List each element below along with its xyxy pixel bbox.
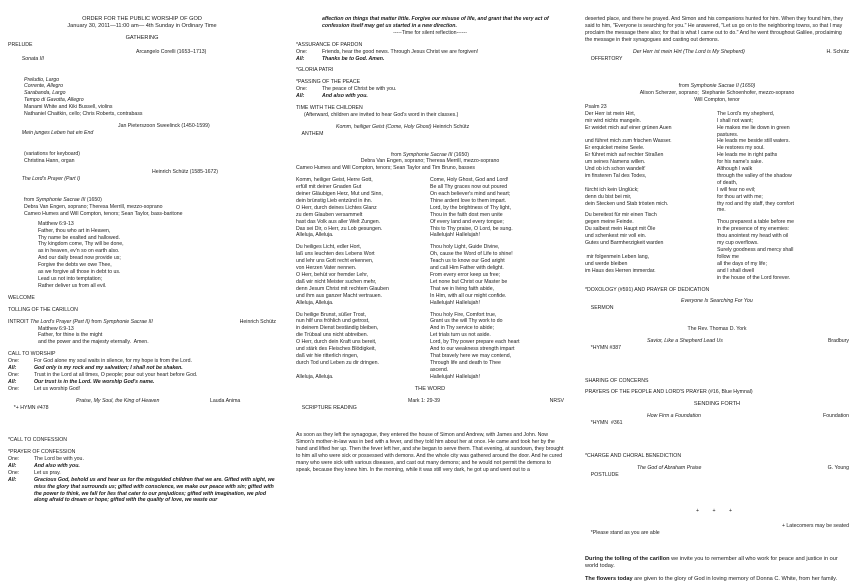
hymn-title: Praise, My Soul, the King of Heaven xyxy=(76,397,160,404)
speaker: One: xyxy=(8,358,20,365)
offertory-label: OFFERTORY xyxy=(590,55,623,62)
verse-line: and call Him Father with delight. xyxy=(430,265,504,272)
verse-line: follow me xyxy=(717,253,739,260)
verse-line: dein Stecken und Stab trösten mich. xyxy=(585,200,669,207)
verse-line: zu dem Glauben versammelt xyxy=(296,211,363,218)
hymn-tune: Bradbury xyxy=(827,337,849,344)
verse-line: deiner Gläubigen Herz, Mut und Sinn, xyxy=(296,191,383,198)
hymn-387-row xyxy=(585,338,849,373)
offertory-from xyxy=(585,83,849,90)
text-line: Thy name be exalted and hallowed. xyxy=(38,234,120,241)
from-prefix: from xyxy=(391,151,403,158)
verse-line: um seines Namens willen. xyxy=(585,159,646,166)
verse-line: und ihm aus ganzer Macht vertrauen. xyxy=(296,292,382,299)
introit-title: The Lord's Prayer (Part II) xyxy=(30,318,90,325)
introit-row xyxy=(8,319,276,326)
speaker: All: xyxy=(8,365,17,372)
verse-line: Alleluja, Alleluja. xyxy=(296,373,334,380)
verse-line: Hallelujah! Hallelujah! xyxy=(430,299,480,306)
postlude-label: POSTLUDE xyxy=(590,471,619,478)
verse-line: Hallelujah! Hallelujah! xyxy=(430,232,480,239)
text-line: And our daily bread now provide us; xyxy=(38,255,121,262)
from-work: Symphonie Sacrae III xyxy=(35,197,86,204)
verse-line: Du heilige Brunst, süßer Trost, xyxy=(296,311,367,318)
litany-line xyxy=(8,358,276,365)
verse-line: Let none but Christ our Master be xyxy=(430,278,508,285)
reading-row xyxy=(296,398,564,433)
speaker: One: xyxy=(8,469,20,476)
speaker: All: xyxy=(8,476,17,483)
verse-line: through the valley of the shadow xyxy=(717,172,792,179)
verse-line: in deinem Dienst beständig bleiben, xyxy=(296,325,379,332)
verse-line: Thou holy Fire, Comfort true, xyxy=(430,311,497,318)
verse-line: hast das Volk aus aller Welt Zungen. xyxy=(296,218,381,225)
prayer-of-confession-heading: *PRAYER OF CONFESSION xyxy=(8,449,76,456)
anthem-title: Komm, heiliger Geist (Come, Holy Ghost) xyxy=(336,123,432,130)
flowers-note-lead: The flowers today xyxy=(585,575,633,582)
verse-line: thou anointest my head with oil xyxy=(717,233,789,240)
tolling-heading: TOLLING OF THE CARILLON xyxy=(8,306,78,313)
performer: Debra Van Engen, soprano; Theresa Merrill, mezzo-soprano xyxy=(24,203,163,210)
gloria-patri: *GLORIA PATRI xyxy=(296,67,334,74)
verse-line: Grant us the will Thy work to do xyxy=(430,318,503,325)
verse-line: Gutes und Barmherzigkeit warden xyxy=(585,240,664,247)
welcome-heading: WELCOME xyxy=(8,294,35,301)
english-text xyxy=(430,177,564,380)
verse-line: und führet mich zum frischen Wasser. xyxy=(585,138,672,145)
flowers-note xyxy=(585,576,849,583)
tolling-note xyxy=(585,556,849,571)
performer: Nathaniel Chaitkin, cello; Chris Roberts, contrabass xyxy=(24,111,143,118)
lords-from xyxy=(24,197,276,204)
verse-line: Alleluja, Alleluja. xyxy=(296,299,334,306)
verse-line: my cup overflows. xyxy=(717,240,759,247)
performer: Will Compton, tenor xyxy=(694,96,740,103)
from-suffix: (1650) xyxy=(85,197,102,204)
litany-text: Our trust is in the Lord. We worship God's name. xyxy=(34,378,155,385)
verse-line xyxy=(585,180,717,187)
verse-line: In Him, with all our might confide. xyxy=(430,292,507,299)
verse-line: denn du bist bei mir, xyxy=(585,193,632,200)
anthem-text xyxy=(296,177,564,380)
verse-line: Thine ardent love to them impart. xyxy=(430,197,507,204)
speaker: One: xyxy=(296,48,308,55)
verse-line: And in Thy service to abide; xyxy=(430,325,494,332)
offertory-title: Der Herr ist mein Hirt (The Lord is My Shepherd) xyxy=(633,48,745,55)
verse-line: daß wir hie ritterlich ringen, xyxy=(296,352,359,359)
flowers-note-text: are given to the glory of God in loving memory of Donna C. White, from her family. xyxy=(632,575,838,582)
introit-from: from xyxy=(89,318,104,325)
german-text xyxy=(585,111,717,282)
speaker: One: xyxy=(8,456,20,463)
verse-line: of death, xyxy=(717,179,738,186)
preacher: The Rev. Thomas D. York xyxy=(687,326,747,333)
verse-line: On each believer's mind and heart; xyxy=(430,191,511,198)
postlude-composer: G. Young xyxy=(827,464,849,471)
verse-line: Du salbest mein Haupt mit Öle xyxy=(585,226,656,233)
verse-line: He leads me beside still waters. xyxy=(717,138,790,145)
litany-text: Thanks be to God. Amen. xyxy=(322,55,385,62)
verse-line: denn Jesum Christ mit rechtem Glauben xyxy=(296,285,389,292)
speaker: All: xyxy=(296,93,305,100)
verse-line: Du bereitest für mir einen Tisch xyxy=(585,212,657,219)
speaker: One: xyxy=(8,385,20,392)
verse-line: Let trials turn us not aside. xyxy=(430,332,491,339)
section-sending-forth: SENDING FORTH xyxy=(693,401,741,408)
lords-title: The Lord's Prayer (Part I) xyxy=(21,176,81,183)
litany-text: The Lord be with you. xyxy=(34,456,84,463)
offertory-composer: H. Schütz xyxy=(826,48,849,55)
verse-line: mir folgenmein Leben lang, xyxy=(585,253,650,260)
text-line: Thy kingdom come, Thy will be done, xyxy=(38,241,124,248)
text-line: Father, for thine is the might xyxy=(38,332,103,339)
verse-line: And to our weakness strength impart xyxy=(430,346,515,353)
litany-line xyxy=(8,372,276,379)
verse-line: pastures. xyxy=(717,131,739,138)
text-line: Lead us not into temptation; xyxy=(38,276,103,282)
mein-title: Mein junges Leben hat ein End xyxy=(21,129,94,136)
verse-line: That bravely here we may contend, xyxy=(430,352,512,359)
litany-line xyxy=(296,93,564,100)
anthem-composer: Heinrich Schütz xyxy=(431,123,470,130)
verse-line: Du heiliges Licht, edler Hort, xyxy=(296,244,362,251)
verse-line: Alleluja, Alleluja. xyxy=(296,232,334,239)
mein-note: (variations for keyboard) xyxy=(24,150,80,157)
movement: Corrente, Allegro xyxy=(24,83,64,90)
verse-line: From every error keep us free; xyxy=(430,272,501,278)
lords-text-block xyxy=(8,218,276,290)
hymn-title: How Firm a Foundation xyxy=(647,413,701,420)
offertory-row xyxy=(585,49,849,84)
call-to-confession: *CALL TO CONFESSION xyxy=(8,437,67,444)
verse-line: me. xyxy=(717,207,726,214)
verse-line: Surely goodness and mercy shall xyxy=(717,247,794,253)
introit-label: INTROIT xyxy=(8,318,31,325)
verse-line: Hallelujah! Hallelujah! xyxy=(430,373,480,380)
stand-note: *Please stand as you are able xyxy=(590,530,660,537)
column-right xyxy=(585,0,849,582)
verse-line: He leads me in right paths xyxy=(717,152,778,159)
verse-line: Er führet mich auf rechter Straßen xyxy=(585,152,664,159)
litany-line xyxy=(296,49,564,56)
verse-line: He restores my soul. xyxy=(717,145,765,152)
verse-line: Teach us to know our God aright xyxy=(430,258,505,265)
verse-line: That we in living faith abide, xyxy=(430,285,495,292)
verse-line: Be all Thy graces now out poured xyxy=(430,184,508,191)
verse-line: durch Tod und Leben zu dir dringen. xyxy=(296,359,379,366)
verse-line: O Herr, behüt vor fremder Lehr, xyxy=(296,272,369,278)
verse-line: O Herr, durch deines Lichtes Glanz xyxy=(296,204,377,211)
doxology: *DOXOLOGY (#591) AND PRAYER OF DEDICATION xyxy=(585,286,710,293)
litany-text: affection on things that matter little. Forgive our misuse of life, and grant that the very act of confession itself may get us started in a new direction. xyxy=(322,16,549,29)
verse-line: von Herzen Vater nennen. xyxy=(296,265,357,272)
verse-line: ascend. xyxy=(430,366,449,373)
litany-line xyxy=(8,456,276,463)
sermon-title: Everyone Is Searching For You xyxy=(681,298,753,305)
verse-line: Lord, by Thy power prepare each heart xyxy=(430,339,520,346)
movement: Preludio, Largo xyxy=(24,76,60,83)
litany-line xyxy=(8,477,276,505)
hymn-tune: Lauda Anima xyxy=(210,397,241,404)
movement: Tempo di Gavotta, Allegro xyxy=(24,97,84,104)
anthem-from xyxy=(296,152,564,159)
verse-line: fürcht ich kein Unglück; xyxy=(585,186,639,193)
tolling-note-lead: During the tolling of the carillon xyxy=(585,555,670,562)
verse-line: Thou preparest a table before me xyxy=(717,219,794,226)
confession-continued xyxy=(296,16,564,30)
sonata-row xyxy=(8,49,276,77)
section-the-word: THE WORD xyxy=(414,385,446,392)
verse-line: Komm, heiliger Geist, Herre Gott, xyxy=(296,177,373,184)
psalm-text xyxy=(585,111,849,282)
charge-benediction: *CHARGE AND CHORAL BENEDICTION xyxy=(585,452,682,459)
mein-composer: Jan Pieterszoon Sweelinck (1450-1599) xyxy=(118,122,210,129)
verse-line: Although I walk xyxy=(717,166,753,173)
column-left xyxy=(8,0,276,554)
verse-line: Come, Holy Ghost, God and Lord! xyxy=(430,177,509,184)
notes-row xyxy=(585,523,849,551)
from-work: Symphonie Sacrae III xyxy=(402,151,453,158)
verse-line: in the house of the Lord forever. xyxy=(717,274,791,281)
verse-line: und lehr uns Gott recht erkennen, xyxy=(296,258,374,265)
verse-line: gegen meine Feinde. xyxy=(585,219,634,226)
introit-composer: Heinrich Schütz xyxy=(239,318,276,325)
litany-line xyxy=(296,56,564,63)
prelude-heading: PRELUDE xyxy=(8,42,33,48)
hymn-label: *HYMN #361 xyxy=(590,420,623,427)
reading-ref: Mark 1: 29-39 xyxy=(408,397,441,404)
verse-line: I shall not want; xyxy=(717,117,754,124)
children-note: (Afterward, children are invited to hear God's word in their classes.) xyxy=(304,111,459,118)
verse-line: dein brünstig Lieb entzünd in ihn. xyxy=(296,197,373,204)
litany-text: And also with you. xyxy=(322,93,368,100)
from-prefix: from xyxy=(678,83,691,90)
sharing-of-concerns: SHARING OF CONCERNS xyxy=(585,377,649,384)
from-prefix: from xyxy=(24,197,36,204)
verse-line: Und ob ich schon wandelt' xyxy=(585,166,646,173)
verse-line: Oh, cause the Word of Life to shine! xyxy=(430,251,513,258)
verse-line: Thou in the faith dost men unite xyxy=(430,211,503,218)
speaker: One: xyxy=(296,86,308,93)
peace-heading: *PASSING OF THE PEACE xyxy=(296,79,361,86)
verse-line: Of every land and every tongue; xyxy=(430,218,504,225)
verse-line: und werde bleiben xyxy=(585,260,628,267)
litany-text: Let us worship God! xyxy=(34,385,81,392)
text-line: as we forgive all those in debt to us. xyxy=(38,269,121,276)
verse-line: laß uns leuchten des Lebens Wort xyxy=(296,251,375,258)
speaker: All: xyxy=(296,55,305,62)
performer: Cameo Humes and Will Compton, tenors; Sean Taylor, bass-baritone xyxy=(24,210,183,217)
litany-text: Trust in the Lord at all times, O people; pour out your heart before God. xyxy=(34,371,198,378)
hymn-tune: Foundation xyxy=(823,413,849,420)
verse-line: and I shall dwell xyxy=(717,267,754,274)
german-text xyxy=(296,177,430,380)
bulletin-title: ORDER FOR THE PUBLIC WORSHIP OF GOD xyxy=(82,16,202,22)
hymn-361-row xyxy=(585,413,849,448)
litany-text: For God alone my soul waits in silence, for my hope is from the Lord. xyxy=(34,358,192,365)
verse-line: und schenkest mir voll ein. xyxy=(585,233,647,240)
verse-line: in the presence of my enemies: xyxy=(717,226,790,233)
verse-line: for his name's sake. xyxy=(717,159,763,166)
reading-label: SCRIPTURE READING xyxy=(301,404,357,411)
verse-line: all the days of my life; xyxy=(717,260,767,267)
verse-line: Er erquicket meine Seele. xyxy=(585,145,645,152)
sermon-label: SERMON xyxy=(590,305,614,312)
from-suffix: (1650) xyxy=(452,151,469,158)
litany-line xyxy=(8,386,276,393)
hymn-label: *+ HYMN #478 xyxy=(13,404,49,411)
section-gathering: GATHERING xyxy=(125,35,159,41)
verse-line: erfüll mit deiner Gnaden Gut xyxy=(296,184,362,191)
verse-line: Der Herr ist mein Hirt, xyxy=(585,110,636,117)
mein-performer: Christina Hann, organ xyxy=(24,157,75,164)
verse-line: Lord, by the brightness of Thy light, xyxy=(430,204,511,211)
anthem-label: ANTHEM xyxy=(301,130,324,137)
reading-text: As soon as they left the synagogue, they entered the house of Simon and Andrew, with James and John. Now Simon's mother-in-law was in bed with a fever, and they told him about her at once. He came and took her by the hand and lifted her up. Then the fever left her, and she began to serve them. That evening, at sundown, they brought to him all who were sick or possessed with demons. And the whole city was gathered around the door. And he cured many who were sick with various diseases, and cast out many demons; and he would not permit the demons to speak, because they knew him. In the morning, while it was still very dark, he got up and went out to a xyxy=(296,432,564,473)
verse-line: for thou art with me; xyxy=(717,193,763,200)
verse-line: This to Thy praise, O Lord, be sung. xyxy=(430,225,513,232)
speaker: All: xyxy=(8,378,17,385)
litany-text: Friends, hear the good news. Through Jesus Christ we are forgiven! xyxy=(322,48,479,55)
mein-row xyxy=(8,123,276,151)
litany-text: And also with you. xyxy=(34,462,80,469)
performer: Debra Van Engen, soprano; Theresa Merrill, mezzo-soprano xyxy=(360,158,500,165)
verse-line: im Haus des Herren immerdar. xyxy=(585,267,656,274)
litany-text: The peace of Christ be with you. xyxy=(322,86,397,93)
sonata-movements xyxy=(8,77,276,118)
sonata-title: Sonata III xyxy=(21,55,44,62)
verse-line: Thou holy Light, Guide Divine, xyxy=(430,244,500,251)
lords-composer: Heinrich Schütz (1585-1672) xyxy=(152,169,219,176)
litany-text: Let us pray. xyxy=(34,469,61,476)
verse-line: daß wir nicht Meister suchen mehr, xyxy=(296,278,377,285)
assurance-heading: *ASSURANCE OF PARDON xyxy=(296,41,363,48)
litany-line xyxy=(8,379,276,386)
verse-line: I will fear no evil; xyxy=(717,186,756,193)
tolling-note-text: we invite you to remember all who work for peace and justice in our world today. xyxy=(585,555,838,570)
scripture-ref: Matthew 6:9-13 xyxy=(38,325,74,332)
verse-line: Das sei Dir, o Herr, zu Lob gesungen. xyxy=(296,225,383,232)
verse-line: die Trübsal uns nicht abtreiben. xyxy=(296,332,369,339)
verse-line: mir wird nichts mangeln. xyxy=(585,117,641,124)
verse-line xyxy=(296,367,430,374)
psalm-ref: Psalm 23 xyxy=(585,103,607,110)
litany-line xyxy=(8,463,276,470)
verse-line xyxy=(585,132,717,139)
prayers-of-people: PRAYERS OF THE PEOPLE AND LORD'S PRAYER (#16, Blue Hymnal) xyxy=(585,389,753,396)
verse-line: Through life and death to Thee xyxy=(430,359,501,366)
litany-line xyxy=(8,470,276,477)
text-line: as in heaven, ev'n so on earth also. xyxy=(38,248,120,255)
verse-line: He makes me lie down in green xyxy=(717,124,790,131)
from-work: Symphonie Sacrae II (1650) xyxy=(690,83,756,90)
sermon-row xyxy=(585,298,849,326)
service-date: January 30, 2011—11:00 am— 4th Sunday in Ordinary Time xyxy=(67,23,217,29)
litany-line xyxy=(296,86,564,93)
postlude-row xyxy=(585,465,849,500)
column-middle xyxy=(296,0,564,554)
speaker: All: xyxy=(8,462,17,469)
verse-line: nun hilf uns fröhlich und getrost, xyxy=(296,318,370,325)
silent-reflection: -----Time for silent reflection------ xyxy=(393,29,467,36)
scripture-ref: Matthew 6:9-13 xyxy=(38,220,74,227)
text-line: Rather deliver us from all evil. xyxy=(38,282,107,289)
litany-line xyxy=(8,365,276,372)
hymn-478-row xyxy=(8,398,276,433)
latecomers-note: + Latecomers may be seated xyxy=(781,523,849,530)
ornament: + + + xyxy=(696,508,738,515)
hymn-label: *HYMN #387 xyxy=(590,344,622,351)
reading-version: NRSV xyxy=(549,397,564,404)
introit-work: Symphonie Sacrae III xyxy=(103,318,153,325)
call-to-worship-heading: CALL TO WORSHIP xyxy=(8,351,56,358)
litany-text: God only is my rock and my salvation; I shall not be shaken. xyxy=(34,365,183,372)
sonata-composer: Arcangelo Corelli (1653–1713) xyxy=(136,48,207,55)
verse-line: The Lord's my shepherd, xyxy=(717,110,775,117)
performer: Manami White and Kiki Bussell, violins xyxy=(24,104,113,111)
performer: Alison Scherzer, soprano; Stephanie Schoenhofer, mezzo-soprano xyxy=(639,90,795,97)
children-heading: TIME WITH THE CHILDREN xyxy=(296,105,363,112)
verse-line: O Herr, durch dein Kraft uns bereit, xyxy=(296,339,377,346)
english-text xyxy=(717,111,849,282)
hymn-title: Savior, Like a Shepherd Lead Us xyxy=(647,337,723,344)
litany-text: Gracious God, behold us and hear us for the misguided children that we are. Gifted with sight, we miss the glory that surrounds us; gifted with conscience, we make our peace with sin; gifted with the power to think, we fall for lies that cater to our prejudices; gifted with imagination, we plod along afraid to dream or hope; gifted with the quality of love, we waste our xyxy=(34,476,275,504)
verse-line: thy rod and thy staff, they comfort xyxy=(717,200,794,207)
verse-line: Er weidet mich auf einer grünen Auen xyxy=(585,124,672,131)
anthem-row xyxy=(296,124,564,152)
speaker: One: xyxy=(8,371,20,378)
movement: Sarabanda, Largo xyxy=(24,90,66,97)
performer: Cameo Humes and Will Compton, tenors; Sean Taylor and Tim Bruno, basses xyxy=(296,165,475,172)
verse-line: im finsteren Tal des Todes, xyxy=(585,172,647,179)
lords-row xyxy=(8,169,276,197)
text-line: and the power and the majesty eternally. Amen. xyxy=(38,339,149,346)
text-line: Forgive the debts we owe Thee, xyxy=(38,262,112,269)
verse-line xyxy=(585,247,717,254)
text-line: Father, thou who art in Heaven, xyxy=(38,227,111,234)
verse-line: und stärk des Fleisches Blödigkeit, xyxy=(296,346,376,353)
postlude-title: The God of Abraham Praise xyxy=(637,464,702,471)
reading-continued: deserted place, and there he prayed. And Simon and his companions hunted for him. When they found him, they said to him, "Everyone is searching for you." He answered, "Let us go on to the neighboring towns, so that I may proclaim the message there also; for that is what I came out to do." And he went throughout Galilee, proclaiming the message in their synagogues and casting out demons. xyxy=(585,16,844,43)
